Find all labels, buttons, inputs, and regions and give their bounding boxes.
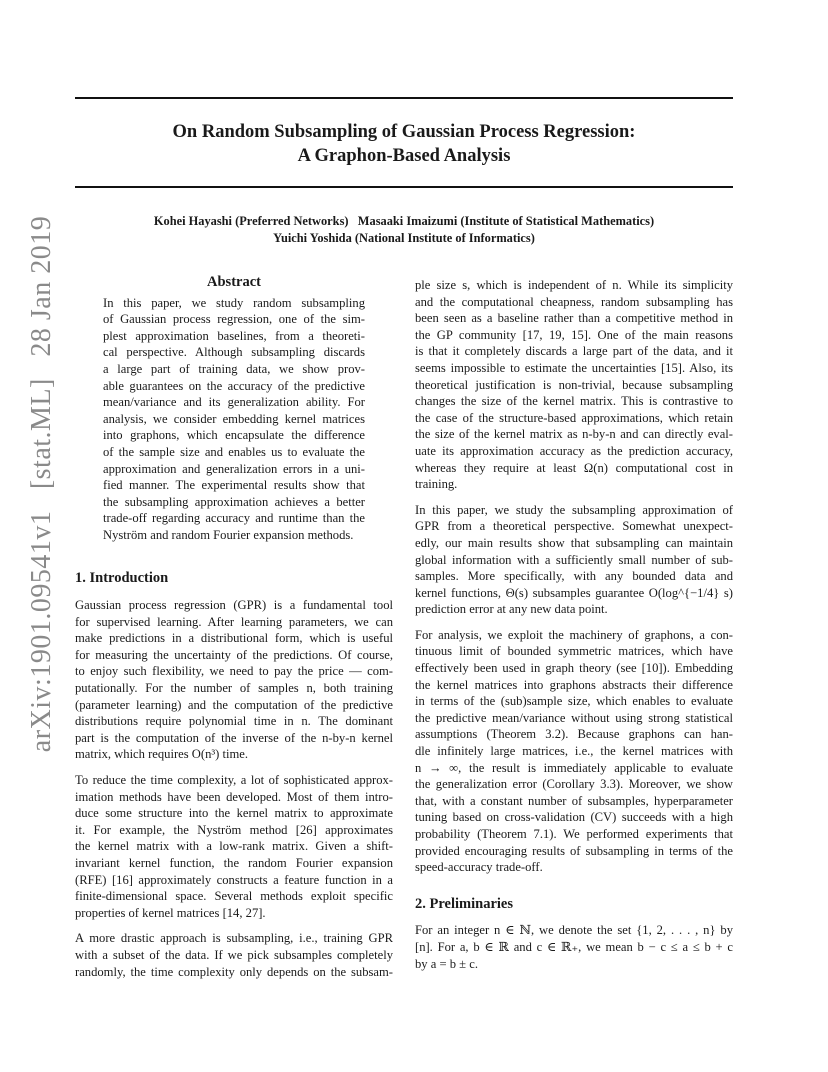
text-line: tuning based on cross-validation (CV) succeeds with a high xyxy=(415,810,733,825)
text-line: seems impossible to estimate the uncertainties [15]. Also, its xyxy=(415,360,733,375)
text-line: global information with a sufficiently small number of sub- xyxy=(415,552,733,567)
text-line: the case of the structure-based approximations, which retain xyxy=(415,410,733,425)
text-line: of Gaussian process regression, one of the sim- xyxy=(103,312,365,327)
text-line: to enjoy such flexibility, we need to pay the price — com- xyxy=(75,664,393,679)
left-column xyxy=(75,274,393,980)
text-line: duce some structure into the kernel matrix to approximate xyxy=(75,806,393,821)
text-line: the GP community [17, 19, 15]. One of the main reasons xyxy=(415,327,733,342)
text-line: the kernel matrices into graphons abstracts their difference xyxy=(415,677,733,692)
text-line: make predictions in a distributional form, which is useful xyxy=(75,631,393,646)
text-line: whereas they require at least Ω(n) computational cost in xyxy=(415,460,733,475)
arxiv-date: 28 Jan 2019 xyxy=(26,215,57,357)
paper-title xyxy=(75,120,733,168)
right-column xyxy=(415,277,733,972)
text-line: n → ∞, the result is immediately applicable to evaluate xyxy=(415,760,733,775)
arxiv-id: arXiv:1901.09541v1 xyxy=(26,510,57,753)
text-line: properties of kernel matrices [14, 27]. xyxy=(75,905,266,920)
text-line: been seen as a baseline rather than a competitive method in xyxy=(415,311,733,326)
text-line: To reduce the time complexity, a lot of sophisticated approx- xyxy=(75,773,393,788)
text-line: it. For example, the Nyström method [26] approximates xyxy=(75,822,393,837)
intro-paragraph-3-continued xyxy=(415,277,733,493)
text-line: for measuring the uncertainty of the predictions. Of course, xyxy=(75,647,393,662)
title-rule-top xyxy=(75,97,733,99)
preliminaries-paragraph xyxy=(415,922,733,972)
text-line: (parameter learning) and the computation of the predictive xyxy=(75,697,393,712)
text-line: Gaussian process regression (GPR) is a fundamental tool xyxy=(75,598,393,613)
text-line: prediction error at any new data point. xyxy=(415,602,608,617)
text-line: trade-off regarding accuracy and runtime than the xyxy=(103,511,365,526)
text-line: plest approximation baselines, from a theoreti- xyxy=(103,328,365,343)
text-line: For analysis, we exploit the machinery of graphons, a con- xyxy=(415,627,733,642)
text-line: part is the computation of the inverse of the n-by-n kernel xyxy=(75,730,393,745)
text-line: In this paper, we study random subsampling xyxy=(103,295,365,310)
text-line: tinuous limit of bounded symmetric matrices, which have xyxy=(415,644,733,659)
text-line: [n]. For a, b ∈ ℝ and c ∈ ℝ₊, we mean b − c ≤ a ≤ b + c xyxy=(415,939,733,954)
text-line: analysis, we consider embedding kernel matrices xyxy=(103,411,365,426)
arxiv-side-stamp xyxy=(26,202,58,752)
text-line: Nyström and random Fourier expansion methods. xyxy=(103,527,354,542)
text-line: uate its approximation accuracy as the prediction accuracy, xyxy=(415,443,733,458)
text-line: training. xyxy=(415,477,458,492)
text-line: by a = b ± c. xyxy=(415,956,478,971)
text-line: For an integer n ∈ ℕ, we denote the set {1, 2, . . . , n} by xyxy=(415,923,733,938)
text-line: the generalization error (Corollary 3.3). Moreover, we show xyxy=(415,777,733,792)
abstract-heading: Abstract xyxy=(207,274,261,290)
authors-line-1: Kohei Hayashi (Preferred Networks) Masaaki Imaizumi (Institute of Statistical Mathematics) xyxy=(153,214,655,228)
text-line: a large part of training data, we show prov- xyxy=(103,361,365,376)
text-line: finite-dimensional space. Several methods exploit specific xyxy=(75,889,393,904)
text-line: (RFE) [16] approximately constructs a feature function in a xyxy=(75,872,393,887)
title-line-2: A Graphon-Based Analysis xyxy=(297,146,511,166)
text-line: mean/variance and its generalization ability. For xyxy=(103,395,365,410)
text-line: effectively been used in graph theory (see [10]). Embedding xyxy=(415,661,733,676)
text-line: of the sample size and enables us to evaluate the xyxy=(103,444,365,459)
text-line: dle infinitely large matrices, i.e., the kernel matrices with xyxy=(415,744,733,759)
text-line: distributions require polynomial time in n. The dominant xyxy=(75,714,393,729)
intro-paragraph-1 xyxy=(75,597,393,763)
text-line: GPR from a theoretical perspective. Somewhat unexpect- xyxy=(415,519,733,534)
title-rule-bottom xyxy=(75,186,733,188)
text-line: edly, our main results show that subsampling can maintain xyxy=(415,535,733,550)
text-line: randomly, the time complexity only depends on the subsam- xyxy=(75,964,393,979)
text-line: imation methods have been developed. Most of them intro- xyxy=(75,789,393,804)
text-line: cal perspective. Although subsampling discards xyxy=(103,345,365,360)
intro-paragraph-2 xyxy=(75,772,393,921)
abstract-body xyxy=(75,295,393,544)
title-line-1: On Random Subsampling of Gaussian Process Regression: xyxy=(172,122,636,142)
text-line: approximation and generalization errors in a uni- xyxy=(103,461,365,476)
authors-line-2: Yuichi Yoshida (National Institute of Informatics) xyxy=(273,231,535,245)
section-heading-introduction: 1. Introduction xyxy=(75,569,169,586)
text-line: theoretical justification is non-trivial, because subsampling xyxy=(415,377,733,392)
text-line: provided encouraging results of subsampling in terms of the xyxy=(415,843,733,858)
text-line: for supervised learning. After learning parameters, we can xyxy=(75,614,393,629)
text-line: changes the size of the kernel matrix. This is contrastive to xyxy=(415,394,733,409)
text-line: with a subset of the data. If we pick subsamples completely xyxy=(75,947,393,962)
text-line: invariant kernel function, the random Fourier expansion xyxy=(75,856,393,870)
text-line: assumptions (Theorem 3.2). Because graphons can han- xyxy=(415,727,733,742)
intro-paragraph-4 xyxy=(415,502,733,618)
text-line: in terms of the (sub)sample size, which enables to evaluate xyxy=(415,694,733,709)
text-line: that, with a constant number of subsamples, hyperparameter xyxy=(415,793,733,808)
arxiv-category: [stat.ML] xyxy=(26,378,57,490)
text-line: putationally. For the number of samples n, both training xyxy=(75,681,393,696)
text-line: the subsampling approximation achieves a better xyxy=(103,494,365,509)
intro-paragraph-3 xyxy=(75,930,393,980)
text-line: into graphons, which encapsulate the difference xyxy=(103,428,365,443)
text-line: fied manner. The experimental results show that xyxy=(103,478,365,493)
text-line: the size of the kernel matrix as n-by-n and can directly eval- xyxy=(415,427,733,442)
section-heading-preliminaries: 2. Preliminaries xyxy=(415,895,513,912)
text-line: matrix, which requires O(n³) time. xyxy=(75,747,249,762)
text-line: the predictive mean/variance without using strong statistical xyxy=(415,710,733,725)
text-line: is that it completely discards a large part of the data, and it xyxy=(415,344,733,359)
text-line: able guarantees on the accuracy of the predictive xyxy=(103,378,365,393)
text-line: kernel functions, Θ(s) subsamples guarantee O(log^{−1/4} s) xyxy=(415,585,733,600)
text-line: ple size s, which is independent of n. While its simplicity xyxy=(415,278,733,292)
text-line: and the computational cheapness, random subsampling has xyxy=(415,294,733,309)
text-line: the kernel matrix with a low-rank matrix. Given a shift- xyxy=(75,839,393,854)
text-line: probability (Theorem 7.1). We performed experiments that xyxy=(415,827,733,841)
author-block xyxy=(60,213,748,247)
text-line: speed-accuracy trade-off. xyxy=(415,860,543,875)
text-line: In this paper, we study the subsampling approximation of xyxy=(415,502,733,517)
text-line: A more drastic approach is subsampling, i.e., training GPR xyxy=(75,931,393,946)
text-line: samples. More specifically, with any bounded data and xyxy=(415,569,733,584)
intro-paragraph-5 xyxy=(415,627,733,876)
